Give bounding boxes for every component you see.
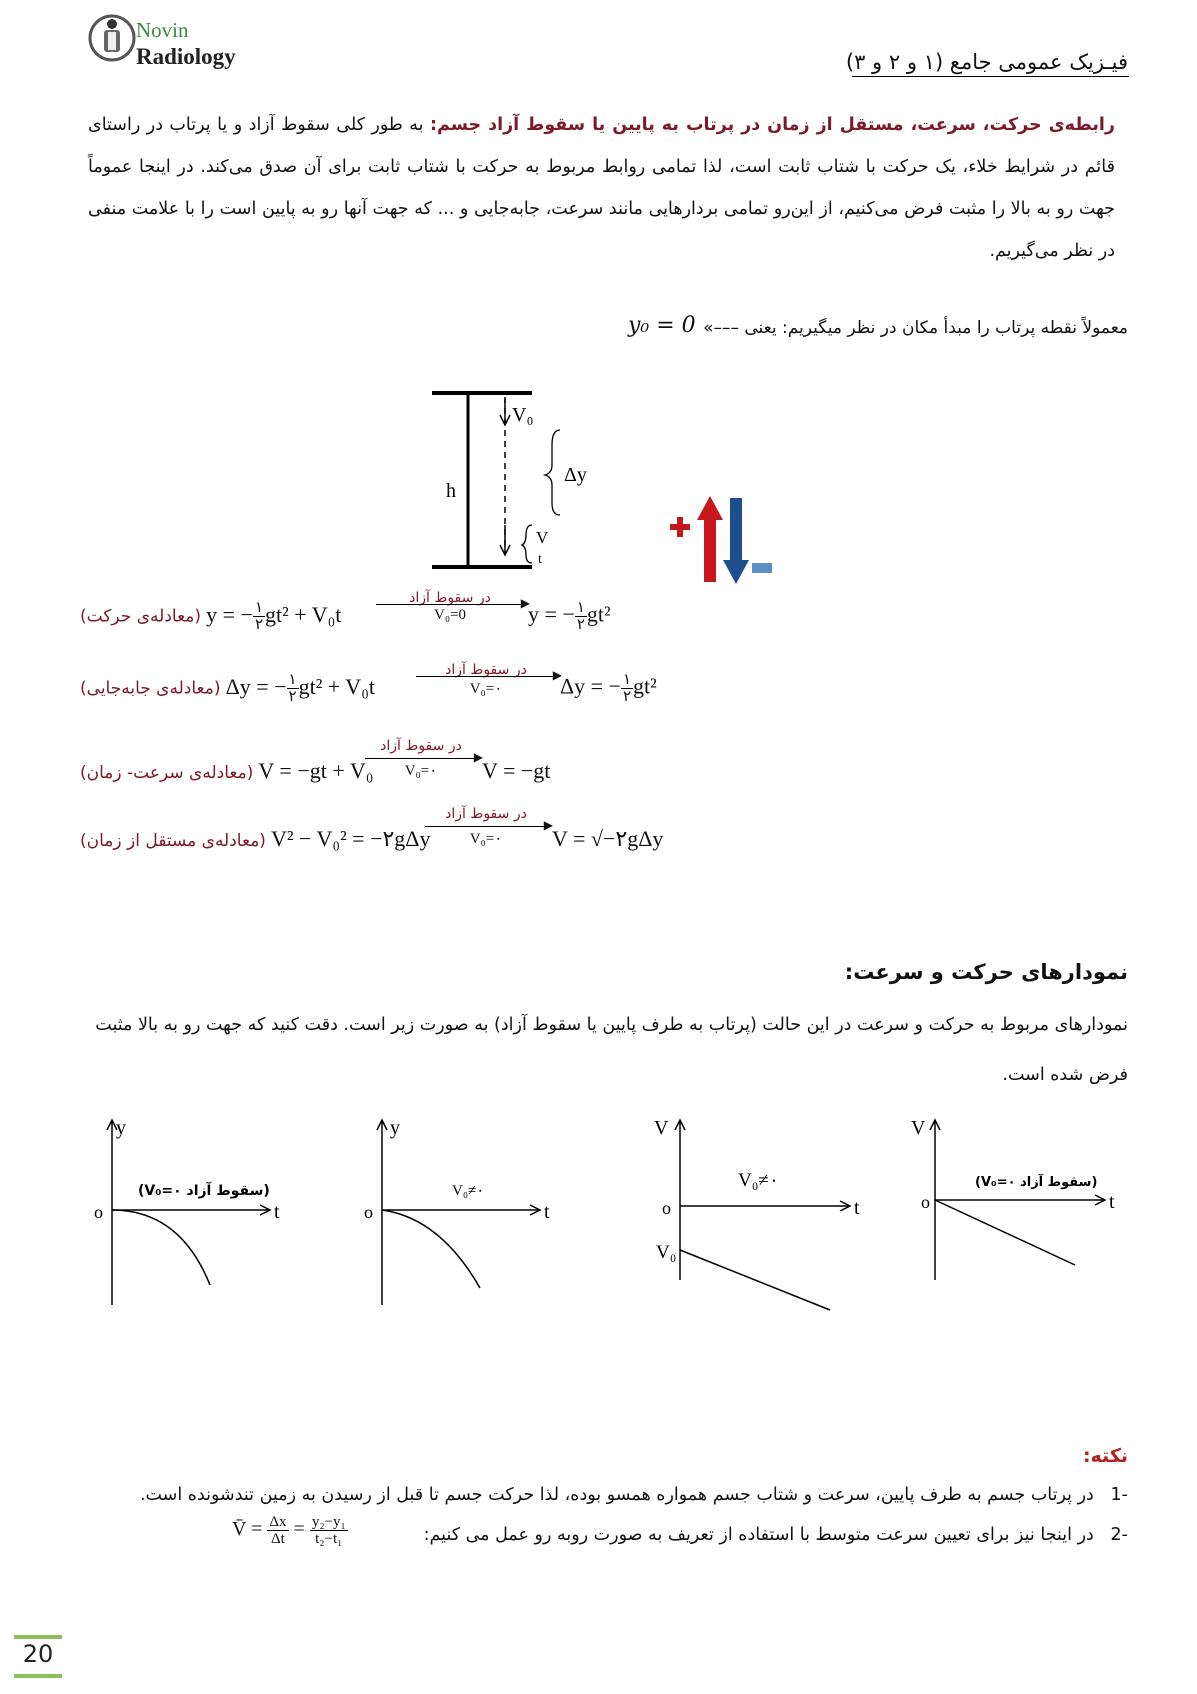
- graph-2-note: V₀≠۰: [452, 1183, 485, 1199]
- equation-2-label: (معادله‌ی جابه‌جایی): [80, 678, 221, 699]
- graph-4-note: (V₀=۰ سقوط آزاد): [975, 1175, 1098, 1190]
- equation-4-label: (معادله‌ی مستقل از زمان): [80, 831, 266, 851]
- fall-diagram: [420, 385, 600, 575]
- diagram-t: t: [538, 552, 542, 567]
- note-item-2-text: در اینجا نیز برای تعیین سرعت متوسط با استفاده از تعریف به صورت روبه رو عمل می کنیم:: [423, 1525, 1094, 1545]
- equation-2-arrow: در سقوط آزاد ▶ V₀=۰: [416, 662, 556, 698]
- header-rule: [852, 76, 1129, 77]
- note-heading: نکته:: [1082, 1445, 1128, 1467]
- equation-1-arrow: در سقوط آزاد ▶ V₀=0: [376, 590, 524, 624]
- note-item-1-text: در پرتاب جسم به طرف پایین، سرعت و شتاب جسم همواره همسو بوده، لذا حرکت جسم تا قبل از رسیدن به زمین تندشونده است.: [139, 1485, 1094, 1505]
- graph-3-origin: o: [662, 1198, 671, 1218]
- equation-3-left: V = −gt + V₀: [258, 758, 374, 783]
- graph-4-xaxis: t: [1109, 1191, 1115, 1213]
- logo-line2: Radiology: [136, 44, 236, 69]
- equation-2-left: Δy = − $\frac{۱}{۲}$ gt² + V₀t: [225, 672, 375, 705]
- graph-3: [650, 1110, 870, 1320]
- diagram-v: V: [536, 528, 549, 547]
- equation-4-arrow: در سقوط آزاد ▶ V₀=۰: [425, 806, 547, 848]
- graph-1-origin: o: [94, 1202, 103, 1222]
- equation-1-right: y = − $\frac{۱}{۲}$ gt²: [528, 600, 611, 633]
- intro-body: به طور کلی سقوط آزاد و یا پرتاب در راستای قائم در شرایط خلاء، یک حرکت با شتاب ثابت است، لذا تمامی روابط مربوط به حرکت با شتاب ثابت برای آن صدق می‌کند. در اینجا عموماً جهت رو به بالا را مثبت فرض می‌کنیم، از این‌رو تمامی بردارهایی مانند سرعت، جابه‌جایی و ... که جهت آنها رو به پایین است را با علامت منفی در نظر می‌گیریم.: [88, 115, 1115, 261]
- page-number: 20: [22, 1640, 54, 1668]
- equation-3: [80, 738, 551, 814]
- equation-3-arrow: در سقوط آزاد ▶ V₀=۰: [365, 738, 477, 780]
- graph-2-origin: o: [364, 1202, 373, 1222]
- graphs-heading: نمودارهای حرکت و سرعت:: [844, 960, 1128, 984]
- note-item-2: [424, 1525, 1128, 1545]
- equation-1: [80, 590, 611, 656]
- graphs-body: نمودارهای مربوط به حرکت و سرعت در این حالت (پرتاب به طرف پایین یا سقوط آزاد) به صورت زیر است. دقت کنید که جهت رو به بالا مثبت فرض شده است.: [95, 1015, 1128, 1085]
- graph-1-xaxis: t: [274, 1201, 280, 1223]
- equation-2-right: Δy = − $\frac{۱}{۲}$ gt²: [560, 672, 657, 705]
- equation-4-right: V = √−۲gΔy: [552, 826, 664, 851]
- graph-3-yaxis: V: [654, 1117, 669, 1139]
- intro-paragraph: [88, 104, 1115, 272]
- page-bar-bottom: [14, 1674, 62, 1678]
- average-velocity-formula: V̄ = $\frac{\Delta x}{\Delta t}$ = $\frac{\text{y₂−y₁}}{\text{t₂−t₁}}$: [232, 1514, 346, 1547]
- graph-4-origin: o: [921, 1192, 930, 1212]
- origin-note: معمولاً نقطه پرتاب را مبدأ مکان در نظر میگیریم: یعنی –––»: [703, 318, 1128, 338]
- note-item-1: [140, 1485, 1128, 1505]
- graph-1: [90, 1110, 300, 1310]
- diagram-v0: V₀: [512, 404, 534, 426]
- equation-4: [80, 806, 664, 882]
- intro-lead: رابطه‌ی حرکت، سرعت، مستقل از زمان در پرتاب به پایین یا سقوط آزاد جسم:: [430, 115, 1115, 135]
- equation-4-left: V² − V₀² = −۲gΔy: [271, 826, 431, 851]
- graph-2: [360, 1110, 570, 1310]
- equation-1-label: (معادله‌ی حرکت): [80, 606, 202, 627]
- graph-4: [905, 1110, 1125, 1310]
- graph-3-note: V₀≠۰: [738, 1170, 779, 1191]
- note-item-1-num: -1: [1110, 1485, 1128, 1505]
- page-bar-top: [14, 1635, 62, 1639]
- graph-3-xaxis: t: [854, 1197, 860, 1219]
- graph-3-v0: V₀: [656, 1242, 677, 1263]
- sign-arrows-icon: [662, 490, 787, 590]
- graph-2-yaxis: y: [390, 1117, 400, 1139]
- origin-equation: y₀ = 0: [628, 313, 696, 338]
- equation-3-label: (معادله‌ی سرعت- زمان): [80, 763, 254, 783]
- graph-2-xaxis: t: [544, 1201, 550, 1223]
- logo-line1: Novin: [136, 18, 189, 42]
- equation-3-right: V = −gt: [482, 758, 551, 783]
- equation-1-left: y = − $\frac{۱}{۲}$ gt² + V₀t: [206, 600, 342, 633]
- diagram-h: h: [446, 480, 456, 502]
- diagram-dy: Δy: [564, 464, 587, 486]
- header-title: فیـزیک عمومی جامع (۱ و ۲ و ۳): [845, 50, 1128, 74]
- graph-4-yaxis: V: [911, 1117, 926, 1139]
- logo-icon: [88, 10, 136, 66]
- note-item-2-num: -2: [1110, 1525, 1128, 1545]
- graph-1-note: (V₀=۰ سقوط آزاد): [138, 1183, 270, 1199]
- graph-1-yaxis: y: [116, 1117, 126, 1139]
- equation-2: [80, 662, 657, 728]
